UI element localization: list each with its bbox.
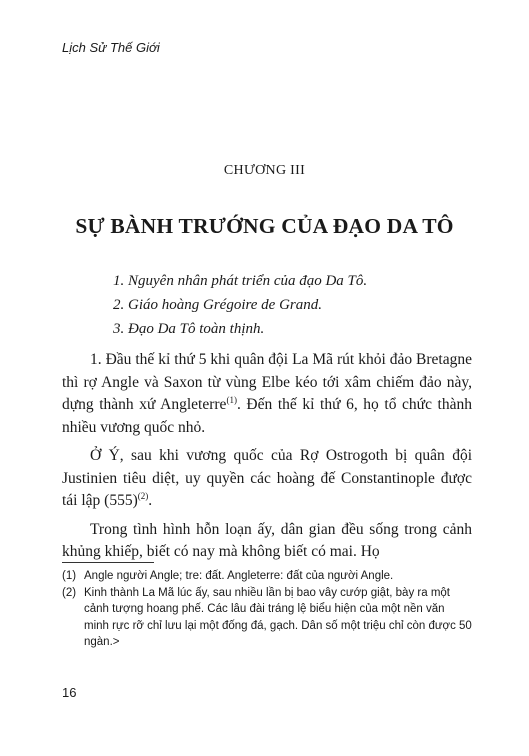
chapter-outline bbox=[113, 269, 367, 341]
page-number: 16 bbox=[62, 685, 77, 700]
outline-item: 2. Giáo hoàng Grégoire de Grand. bbox=[113, 297, 323, 313]
paragraph-text: Trong tình hình hỗn loạn ấy, dân gian đều sống trong cảnh khủng khiếp, biết có nay mà không biết có mai. Họ bbox=[62, 520, 472, 560]
paragraph bbox=[62, 519, 472, 564]
footnote bbox=[62, 568, 472, 585]
outline-item: 3. Đạo Da Tô toàn thịnh. bbox=[113, 321, 265, 337]
paragraph-text: Ở Ý, sau khi vương quốc của Rợ Ostrogoth bị quân đội Justinien tiêu diệt, uy quyền các hoàng đế Constantinople được tái lập (555) bbox=[62, 447, 472, 509]
footnote-text: Kinh thành La Mã lúc ấy, sau nhiều lần bị bao vây cướp giật, bày ra một cảnh tượng hoang phế. Các lâu đài tráng lệ biểu hiện của một nền văn minh rực rỡ chỉ lưu lại một đống đá, gạch. Dân số một triệu chỉ còn được 50 ngàn.> bbox=[84, 586, 472, 648]
chapter-title: SỰ BÀNH TRƯỚNG CỦA ĐẠO DA TÔ bbox=[75, 214, 454, 238]
footnote-number: (1) bbox=[62, 570, 77, 582]
paragraph-text: . bbox=[148, 492, 153, 509]
paragraph-text: . Đến thế kỉ thứ 6, họ tổ chức thành nhiều vương quốc nhỏ. bbox=[62, 396, 472, 436]
paragraph bbox=[62, 349, 472, 439]
footnote-divider bbox=[62, 562, 154, 563]
footnote-ref: (1) bbox=[226, 394, 237, 405]
chapter-label: CHƯƠNG III bbox=[223, 163, 306, 178]
footnote-number: (2) bbox=[62, 586, 77, 599]
paragraph-text: 1. Đầu thế kỉ thứ 5 khi quân đội La Mã rút khỏi đảo Bretagne thì rợ Angle và Saxon từ vùng Elbe kéo tới xâm chiếm đảo này, dựng thành xứ Angleterre bbox=[62, 351, 472, 413]
footnote-text: Angle người Angle; tre: đất. Angleterre: đất của người Angle. bbox=[84, 570, 394, 582]
paragraph bbox=[62, 445, 472, 513]
footnote bbox=[62, 585, 472, 651]
footnote-ref: (2) bbox=[137, 490, 149, 501]
body-text bbox=[62, 349, 472, 570]
footnotes bbox=[62, 568, 472, 651]
outline-item: 1. Nguyên nhân phát triển của đạo Da Tô. bbox=[113, 273, 368, 289]
running-header: Lịch Sử Thế Giới bbox=[62, 40, 160, 55]
